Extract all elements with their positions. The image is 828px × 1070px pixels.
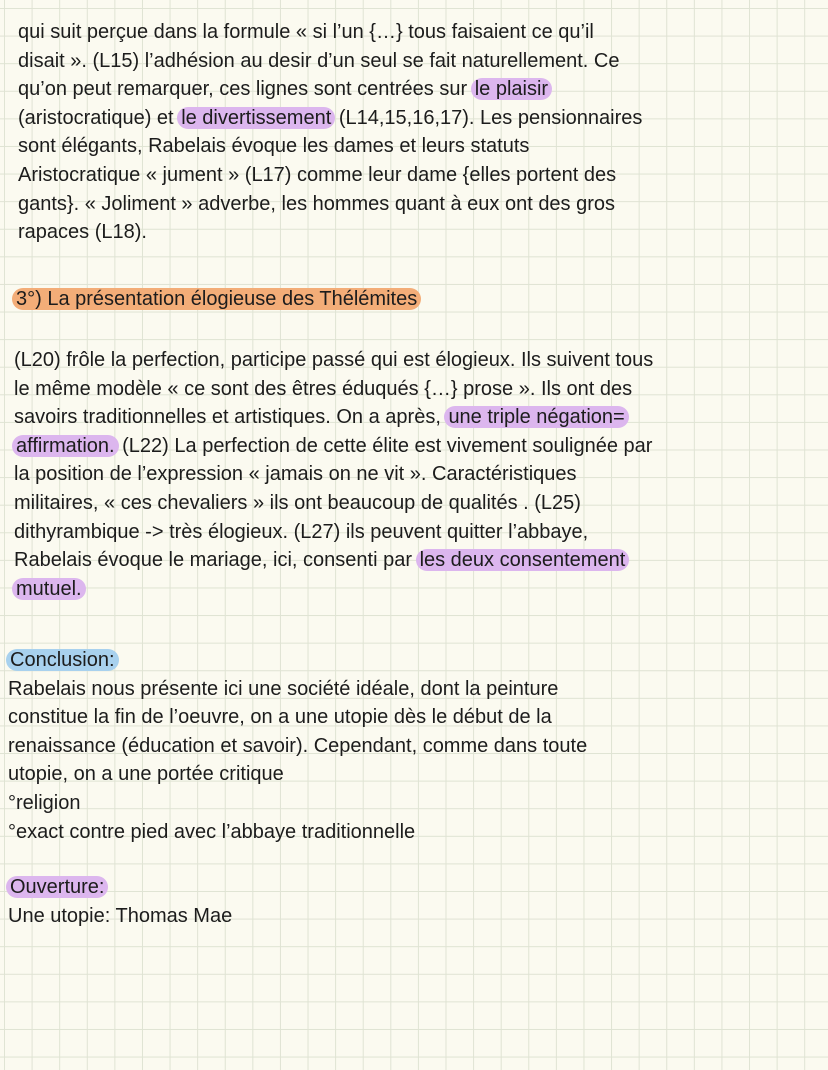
text-line [18, 104, 642, 133]
text-fragment: savoirs traditionnelles et artistiques. On a après, [14, 406, 441, 429]
text-line: qui suit perçue dans la formule « si l’un {…} tous faisaient ce qu’il [18, 21, 594, 43]
text-line: renaissance (éducation et savoir). Cependant, comme dans toute [8, 734, 588, 757]
text-line: Une utopie: Thomas Mae [8, 904, 233, 927]
highlight-le-divertissement: le divertissement [177, 107, 335, 129]
text-fragment: (L22) La perfection de cette élite est vivement soulignée par [122, 434, 653, 457]
ouverture-section [8, 873, 232, 930]
conclusion-heading: Conclusion: [6, 649, 119, 671]
text-fragment: qu’on peut remarquer, ces lignes sont centrées sur [18, 78, 468, 101]
text-line: rapaces (L18). [18, 221, 147, 244]
text-line: la position de l’expression « jamais on ne vit ». Caractéristiques [14, 463, 577, 486]
ouverture-heading: Ouverture: [6, 876, 108, 898]
text-line: °religion [8, 791, 81, 814]
paragraph-thelemites [14, 346, 653, 603]
highlight-triple-negation: une triple négation= [444, 406, 628, 428]
text-line [14, 403, 653, 432]
text-line: °exact contre pied avec l’abbaye traditionnelle [8, 820, 416, 843]
section-3-heading [14, 285, 419, 314]
text-line: gants}. « Joliment » adverbe, les hommes quant à eux ont des gros [18, 192, 616, 215]
text-line: Rabelais nous présente ici une société idéale, dont la peinture [8, 677, 559, 700]
text-line [18, 75, 642, 104]
highlight-mutuel: mutuel. [12, 578, 86, 600]
text-line: le même modèle « ce sont des êtres éduqués {…} prose ». Ils ont des [14, 377, 633, 400]
paragraph-plaisir-divertissement [18, 18, 642, 247]
text-line [14, 546, 653, 575]
text-fragment: (aristocratique) et [18, 106, 174, 129]
text-line: sont élégants, Rabelais évoque les dames et leurs statuts [18, 135, 530, 158]
text-line [8, 873, 232, 902]
text-fragment: (L14,15,16,17). Les pensionnaires [338, 106, 643, 129]
section-3-title: 3°) La présentation élogieuse des Thélémites [12, 288, 421, 310]
text-line [14, 575, 653, 604]
text-line: (L20) frôle la perfection, participe passé qui est élogieux. Ils suivent tous [14, 349, 654, 371]
highlight-le-plaisir: le plaisir [471, 78, 552, 100]
text-fragment: Rabelais évoque le mariage, ici, consenti par [14, 549, 412, 572]
text-line: utopie, on a une portée critique [8, 763, 284, 786]
text-line [8, 646, 587, 675]
text-line: disait ». (L15) l’adhésion au desir d’un seul se fait naturellement. Ce [18, 49, 620, 72]
highlight-deux-consentement: les deux consentement [416, 549, 630, 571]
conclusion-section [8, 646, 587, 846]
text-line [14, 432, 653, 461]
text-line: dithyrambique -> très élogieux. (L27) ils peuvent quitter l’abbaye, [14, 520, 589, 543]
highlight-affirmation: affirmation. [12, 435, 119, 457]
text-line: Aristocratique « jument » (L17) comme leur dame {elles portent des [18, 163, 617, 186]
text-line: constitue la fin de l’oeuvre, on a une utopie dès le début de la [8, 706, 552, 729]
text-line: militaires, « ces chevaliers » ils ont beaucoup de qualités . (L25) [14, 491, 581, 514]
